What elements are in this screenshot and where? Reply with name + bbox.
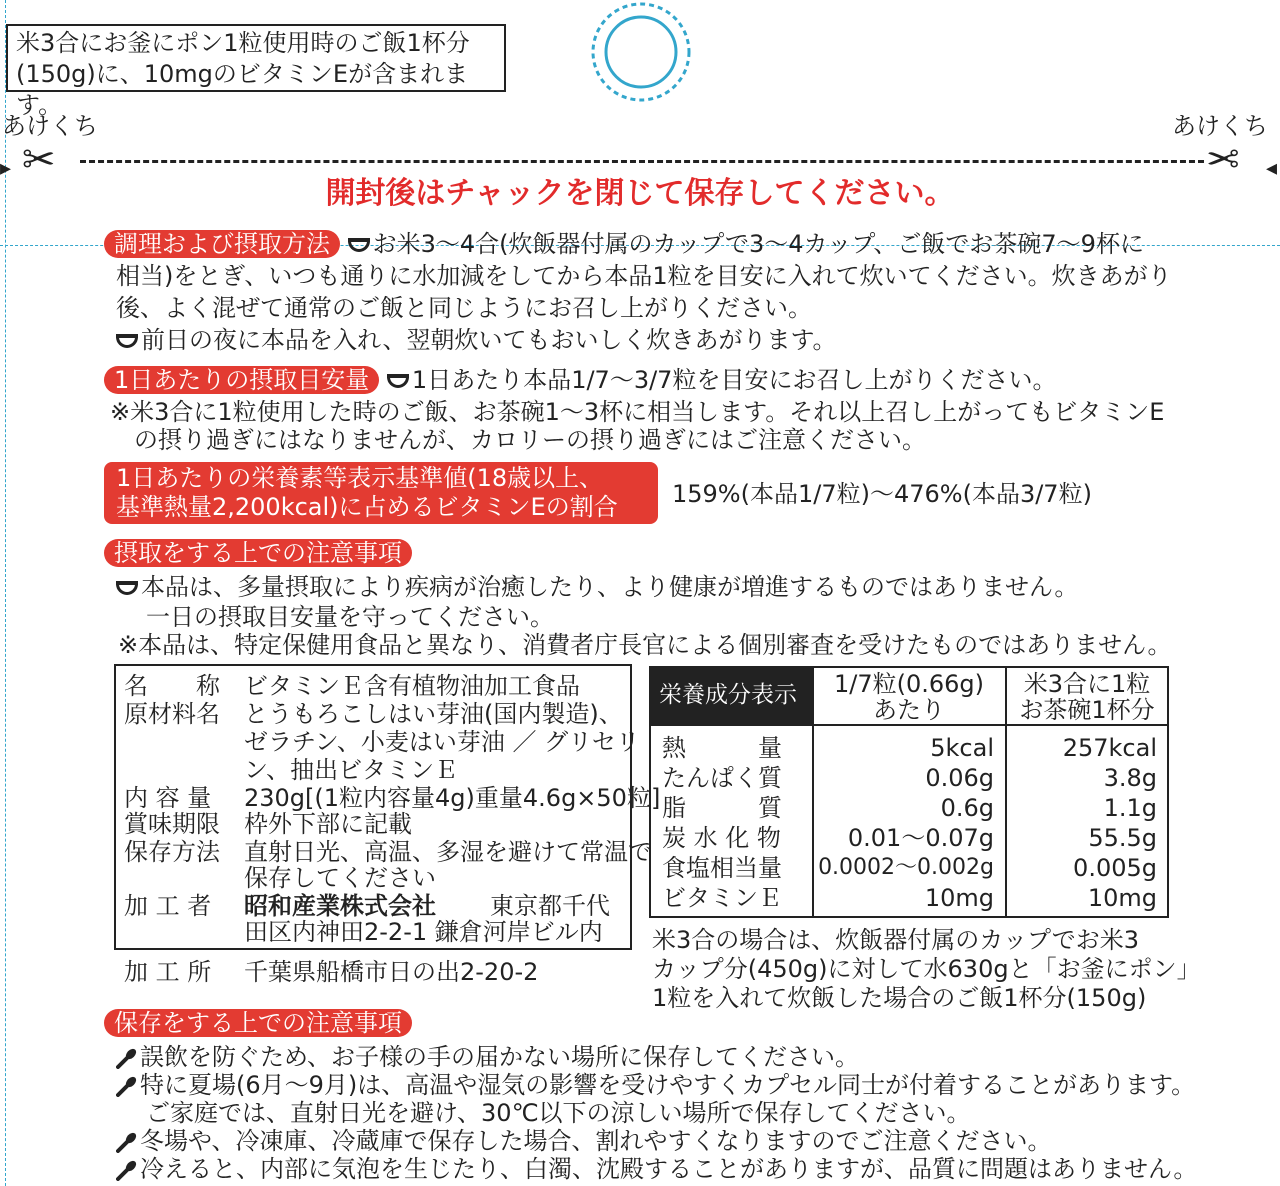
storage-method-line2: 保存してください — [244, 864, 436, 892]
storage-caution-title: 保存をする上での注意事項 — [104, 1009, 412, 1037]
nutrient-label: たんぱく質 — [662, 764, 782, 792]
nrv-value: 159%(本品1/7粒)～476%(本品3/7粒) — [672, 480, 1092, 508]
nutrient-value-per-bowl: 10mg — [1087, 884, 1157, 912]
best-before-value: 枠外下部に記載 — [244, 810, 412, 838]
nutrient-label: 脂 質 — [662, 794, 782, 822]
bowl-icon — [116, 334, 138, 348]
nutrient-label: 食塩相当量 — [662, 854, 782, 882]
intake-line3: ※本品は、特定保健用食品と異なり、消費者庁長官による個別審査を受けたものではありません。 — [118, 631, 1172, 659]
cut-line[interactable] — [80, 160, 1204, 163]
spoon-icon — [116, 1159, 138, 1181]
cooking-line1: お米3～4合(炊飯器付属のカップで3～4カップ、ご飯でお茶碗7～9杯に — [372, 230, 1144, 258]
storage-line2: 特に夏場(6月～9月)は、高温や湿気の影響を受けやすくカプセル同士が付着することがあります。 — [140, 1071, 1196, 1099]
processor-name: 昭和産業株式会社 — [244, 892, 436, 920]
intake-caution-title-row — [104, 539, 412, 568]
scissors-right-icon: ✂ — [1206, 137, 1240, 183]
nrv-label-box — [104, 462, 658, 524]
nrv-label2: 基準熱量2,200kcal)に占めるビタミンEの割合 — [116, 493, 618, 521]
nrv-label1: 1日あたりの栄養素等表示基準値(18歳以上、 — [116, 464, 604, 492]
nutrition-footnote3: 1粒を入れて炊飯した場合のご飯1杯分(150g) — [652, 984, 1147, 1012]
circle-mark-icon — [589, 0, 693, 104]
nutrient-value-per-bowl: 55.5g — [1088, 824, 1157, 852]
col1-header-line1: 1/7粒(0.66g) — [833, 670, 985, 698]
processor-address1: 東京都千代 — [490, 892, 610, 920]
intake-line2: 一日の摂取目安量を守ってください。 — [146, 603, 554, 631]
spoon-icon — [116, 1075, 138, 1097]
intake-line1-row — [116, 573, 1078, 602]
opening-label-right: あけくち — [1172, 112, 1268, 140]
daily-note1: ※米3合に1粒使用した時のご飯、お茶碗1～3杯に相当します。それ以上召し上がってもビタミンE — [110, 398, 1165, 426]
nutrition-header-rule — [651, 724, 1167, 726]
col1-header-line2: あたり — [873, 696, 945, 724]
storage-line4-row — [116, 1127, 1052, 1156]
content-label: 内 容 量 — [124, 784, 212, 812]
processor-label: 加 工 者 — [124, 892, 212, 920]
nutrient-label: ビタミンＥ — [662, 884, 782, 912]
nutrition-footnote1: 米3合の場合は、炊飯器付属のカップでお米3 — [652, 926, 1140, 954]
col2-header-line2: お茶碗1杯分 — [1019, 696, 1155, 724]
nutrient-value-per-tablet: 10mg — [924, 884, 994, 912]
nutrient-value-per-tablet: 0.01～0.07g — [847, 824, 994, 852]
content-value: 230g[(1粒内容量4g)重量4.6g×50粒] — [244, 784, 661, 812]
storage-line5: 冷えると、内部に気泡を生じたり、白濁、沈殿することがありますが、品質に問題はありません。 — [140, 1155, 1198, 1183]
nutrient-label: 炭 水 化 物 — [662, 824, 781, 852]
nutrient-value-per-tablet: 0.06g — [925, 764, 994, 792]
storage-line2-row — [116, 1071, 1195, 1100]
chevron-left-icon: ▸ — [0, 156, 12, 181]
top-note-line2: (150g)に、10mgのビタミンEが含まれます。 — [16, 60, 469, 119]
nutrient-label: 熱 量 — [662, 734, 782, 762]
nutrient-value-per-bowl: 1.1g — [1103, 794, 1157, 822]
nutrient-value-per-bowl: 0.005g — [1073, 854, 1157, 882]
scissors-left-icon: ✂ — [22, 137, 56, 183]
cooking-line4: 前日の夜に本品を入れ、翌朝炊いてもおいしく炊きあがります。 — [141, 326, 837, 354]
spoon-icon — [116, 1047, 138, 1069]
plant-label: 加 工 所 — [124, 958, 212, 986]
nutrient-value-per-tablet: 5kcal — [930, 734, 994, 762]
best-before-label: 賞味期限 — [124, 810, 220, 838]
name-value: ビタミンＥ含有植物油加工食品 — [244, 672, 580, 700]
chevron-right-icon: ◂ — [1266, 156, 1278, 181]
daily-note2: の摂り過ぎにはなりませんが、カロリーの摂り過ぎにはご注意ください。 — [134, 426, 926, 454]
opening-label-left: あけくち — [2, 112, 98, 140]
daily-row — [104, 366, 1056, 395]
nutrient-value-per-bowl: 3.8g — [1103, 764, 1157, 792]
plant-value: 千葉県船橋市日の出2-20-2 — [244, 958, 539, 986]
storage-line1: 誤飲を防ぐため、お子様の手の届かない場所に保存してください。 — [140, 1043, 860, 1071]
nutrient-value-per-tablet: 0.6g — [940, 794, 994, 822]
top-note-line1: 米3合にお釜にポン1粒使用時のご飯1杯分 — [16, 29, 470, 57]
cooking-line2: 相当)をとぎ、いつも通りに水加減をしてから本品1粒を目安に入れて炊いてください。炊きあがり — [116, 262, 1172, 290]
intake-line1: 本品は、多量摂取により疾病が治癒したり、より健康が増進するものではありません。 — [141, 573, 1079, 601]
col2-header-line1: 米3合に1粒 — [1023, 670, 1151, 698]
cooking-line1-row — [104, 230, 1144, 259]
bowl-icon — [348, 238, 370, 252]
daily-line1: 1日あたり本品1/7～3/7粒を目安にお召し上がりください。 — [411, 366, 1057, 394]
storage-method-label: 保存方法 — [124, 838, 220, 866]
storage-line5-row — [116, 1155, 1197, 1184]
nutrition-title: 栄養成分表示 — [659, 682, 797, 708]
cooking-title: 調理および摂取方法 — [104, 230, 340, 258]
nutrient-value-per-bowl: 257kcal — [1062, 734, 1157, 762]
ingredients-line3: ン、抽出ビタミンＥ — [244, 756, 459, 784]
daily-title: 1日あたりの摂取目安量 — [104, 366, 379, 394]
nutrition-footnote2: カップ分(450g)に対して水630gと「お釜にポン」 — [652, 955, 1201, 983]
cooking-line4-row — [116, 326, 837, 355]
processor-address2: 田区内神田2-2-1 鎌倉河岸ビル内 — [244, 918, 603, 946]
bowl-icon — [387, 374, 409, 388]
top-note-box — [6, 24, 506, 119]
storage-line3: ご家庭では、直射日光を避け、30℃以下の涼しい場所で保存してください。 — [146, 1099, 971, 1127]
storage-line4: 冬場や、冷凍庫、冷蔵庫で保存した場合、割れやすくなりますのでご注意ください。 — [140, 1127, 1052, 1155]
ingredients-line1: とうもろこしはい芽油(国内製造)、 — [244, 700, 623, 728]
ingredients-line2: ゼラチン、小麦はい芽油 ／ グリセリ — [244, 728, 640, 756]
ingredients-label: 原材料名 — [124, 700, 220, 728]
name-label: 名 称 — [124, 672, 220, 700]
spoon-icon — [116, 1131, 138, 1153]
cooking-line3: 後、よく混ぜて通常のご飯と同じようにお召し上がりください。 — [116, 294, 812, 322]
notice-title: 開封後はチャックを閉じて保存してください。 — [325, 176, 955, 211]
intake-caution-title: 摂取をする上での注意事項 — [104, 539, 412, 567]
storage-method-line1: 直射日光、高温、多湿を避けて常温で — [244, 838, 652, 866]
nutrient-value-per-tablet: 0.0002～0.002g — [818, 855, 994, 880]
storage-line1-row — [116, 1043, 859, 1072]
storage-caution-title-row — [104, 1009, 412, 1038]
bowl-icon — [116, 581, 138, 595]
